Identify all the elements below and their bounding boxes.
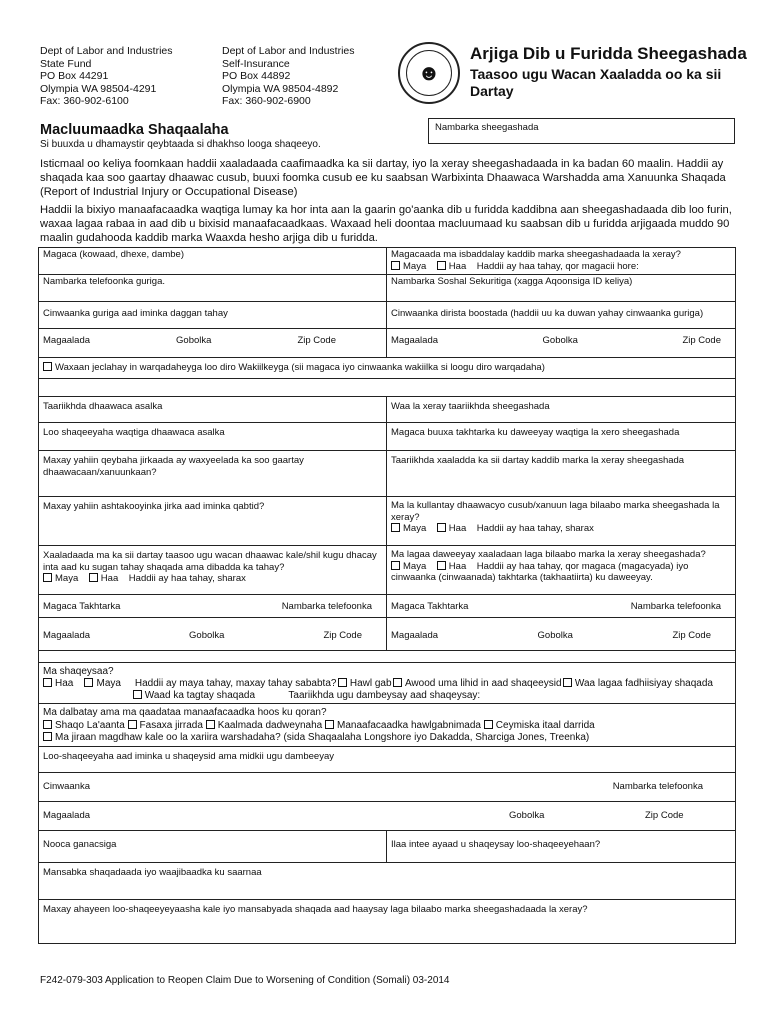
- doctor-name-label: Magaca Takhtarka: [391, 601, 469, 612]
- doctor-city-right[interactable]: [386, 617, 736, 651]
- state-label: Gobolka: [542, 335, 578, 346]
- employment-length-field[interactable]: [386, 830, 736, 863]
- treated-no-checkbox[interactable]: [391, 561, 400, 570]
- home-phone-field[interactable]: [38, 274, 387, 302]
- working-yes-checkbox[interactable]: [43, 678, 52, 687]
- section-heading: Macluumaadka Shaqaalaha: [40, 122, 229, 138]
- disability-insurance-checkbox[interactable]: [484, 720, 493, 729]
- fired-label-inline: Waa lagaa fadhiisiyay shaqada: [574, 678, 713, 689]
- city-label: Magaalada: [43, 335, 91, 346]
- state-label: Gobolka: [509, 810, 545, 821]
- representative-checkbox[interactable]: [43, 362, 52, 371]
- intro-paragraph-1: Isticmaal oo keliya foomkaan haddii xaaladaada caafimaadka ka sii dartay, iyo la xeray sheegashadaada in ka badan 60 maalin. Haddii ay shaqada kaa soo gaartay dhaawac cusub, buuxi foomka cusub ee ku saabsan Warbixinta Dhaawaca Warshadda ama Xanuunka Shaqada (Report of Industrial Injury or Occupational Disease): [40, 158, 726, 198]
- name-change-yes-checkbox[interactable]: [437, 261, 446, 270]
- body-parts-field[interactable]: [38, 450, 387, 497]
- employer-phone-label: Nambarka telefoonka: [612, 781, 703, 792]
- ssn-field[interactable]: [386, 274, 736, 302]
- working-no-checkbox[interactable]: [84, 678, 93, 687]
- state-fund-address: [40, 45, 173, 108]
- city-label: Magaalada: [43, 810, 91, 821]
- not-released-label: Awood uma lihid in aad shaqeeysid: [404, 678, 562, 689]
- treated-since-field: [386, 545, 736, 595]
- current-employer-label: Loo-shaqeeyaha aad iminka u shaqeysid ama midkii ugu dambeeyay: [43, 751, 334, 762]
- name-change-field: [386, 247, 736, 275]
- state-label: Gobolka: [176, 335, 212, 346]
- no-label: Maya: [403, 560, 427, 572]
- benefit-label: Kaalmada dadweynaha: [217, 719, 323, 731]
- city-label: Magaalada: [391, 630, 439, 641]
- address-line: PO Box 44291: [40, 70, 109, 82]
- home-address-label: Cinwaanka guriga aad iminka daggan tahay: [43, 308, 228, 319]
- state-seal-icon: ☻: [398, 42, 460, 104]
- job-title-label: Mansabka shaqadaada iyo waajibaadka ku saarnaa: [43, 867, 262, 878]
- intro-paragraph-2: Haddii la bixiyo manaafacaadka waqtiga lumay ka hor inta aan la gaarin go'aanka dib u furidda kaddibna aan sheegashadaada dib loo furin, waxaa lagaa rabaa in aad dib u bixisid manaafacaadkaas. Waxaad heli doontaa macluumaad ku saabsan dib u furidda arjigaada muddo 90 maalin gudahooda kaddib marka Waaxda hesho arjiga dib u furidda.: [40, 204, 732, 244]
- home-phone-label: Nambarka telefoonka guriga.: [43, 276, 165, 287]
- yes-label: Haa: [448, 560, 467, 572]
- benefits-question: Ma dalbatay ama ma qaadataa manaafacaadka hoos ku qoran?: [43, 707, 327, 718]
- fired-checkbox[interactable]: [563, 678, 572, 687]
- new-injury-yes-checkbox[interactable]: [437, 523, 446, 532]
- body-parts-label: Maxay yahiin qeybaha jirkaada ay waxyeelada ka soo gaartay dhaawacaan/xanuunkaan?: [43, 455, 304, 478]
- home-city-state-zip[interactable]: [38, 328, 387, 358]
- address-label: Cinwaanka: [43, 781, 90, 792]
- other-accident-field: [38, 545, 387, 595]
- claim-close-date-label: Waa la xeray taariikhda sheegashada: [391, 401, 550, 412]
- quit-checkbox[interactable]: [133, 690, 142, 699]
- other-employers-label: Maxay ahayeen loo-shaqeeyeyaasha kale iyo mansabyada shaqada aad haaysay laga bilaabo marka sheegashadaada la xeray?: [43, 904, 588, 915]
- claim-number-field[interactable]: [428, 118, 735, 144]
- not-released-checkbox[interactable]: [393, 678, 402, 687]
- explain-label: Haddii ay haa tahay, sharax: [128, 573, 246, 584]
- doctor-city-left[interactable]: [38, 617, 387, 651]
- spacer: [38, 378, 736, 397]
- doctor-row-right[interactable]: [386, 594, 736, 618]
- form-title: Arjiga Dib u Furidda Sheegashada: [470, 44, 747, 63]
- original-employer-label: Loo shaqeeyaha waqtiga dhaawaca asalka: [43, 427, 225, 438]
- explain-label: Haddii ay haa tahay, sharax: [476, 523, 594, 534]
- new-injury-question: Ma la kullantay dhaawacyo cusub/xanuun laga bilaabo marka sheegashada la xeray?: [391, 500, 720, 523]
- doctor-phone-label: Nambarka telefoonka: [281, 601, 372, 612]
- state-label: Gobolka: [189, 630, 225, 641]
- address-line: PO Box 44892: [222, 70, 291, 82]
- other-accident-question: Xaaladaada ma ka sii dartay taasoo ugu wacan dhaawac kale/shil kugu dhacay inta aad ku sugan tahay shaqada ama dibadda ka tahay?: [43, 550, 377, 573]
- treated-question: Ma lagaa daweeyay xaaladaan laga bilaabo marka la xeray sheegashada?: [391, 549, 706, 560]
- quit-label: Waad ka tagtay shaqada: [144, 690, 256, 701]
- name-change-no-checkbox[interactable]: [391, 261, 400, 270]
- no-label: Maya: [403, 260, 427, 272]
- laid-off-label: Hawl gab: [349, 678, 392, 689]
- self-insurance-address: [222, 45, 355, 108]
- business-type-field[interactable]: [38, 830, 387, 863]
- name-change-question: Magacaada ma isbaddalay kaddib marka sheegashadaada la xeray?: [391, 249, 681, 260]
- section-subheading: Si buuxda u dhamaystir qeybtaada si dhakhso looga shaqeeyo.: [40, 139, 321, 150]
- working-status-row: [38, 662, 736, 704]
- city-label: Magaalada: [43, 630, 91, 641]
- name-field[interactable]: [38, 247, 387, 275]
- sick-leave-checkbox[interactable]: [128, 720, 137, 729]
- longshore-checkbox[interactable]: [43, 732, 52, 741]
- treating-doctor-field[interactable]: [386, 422, 736, 451]
- new-injury-field: [386, 496, 736, 546]
- representative-row: [38, 357, 736, 379]
- state-label: Gobolka: [537, 630, 573, 641]
- claim-number-label: Nambarka sheegashada: [435, 122, 539, 133]
- other-employers-field[interactable]: [38, 899, 736, 944]
- address-line: Fax: 360-902-6900: [222, 95, 311, 107]
- zip-label: Zip Code: [323, 630, 362, 641]
- injury-date-label: Taariikhda dhaawaca asalka: [43, 401, 163, 412]
- city-label: Magaalada: [391, 335, 439, 346]
- mailing-city-state-zip[interactable]: [386, 328, 736, 358]
- address-line: Fax: 360-902-6100: [40, 95, 129, 107]
- public-assistance-checkbox[interactable]: [206, 720, 215, 729]
- address-line: Dept of Labor and Industries: [222, 45, 355, 57]
- doctor-phone-label: Nambarka telefoonka: [630, 601, 721, 612]
- unemployment-checkbox[interactable]: [43, 720, 52, 729]
- yes-label: Haa: [448, 260, 467, 272]
- form-subtitle: Taasoo ugu Wacan Xaaladda oo ka sii Dartay: [470, 66, 722, 99]
- symptoms-label: Maxay yahiin ashtakooyinka jirka aad iminka qabtid?: [43, 501, 265, 512]
- benefit-label: Shaqo La'aanta: [55, 719, 125, 731]
- zip-label: Zip Code: [672, 630, 711, 641]
- previous-name-label: Haddii ay haa tahay, qor magacii hore:: [476, 260, 639, 272]
- other-accident-no-checkbox[interactable]: [43, 573, 52, 582]
- zip-label: Zip Code: [682, 335, 721, 346]
- worker-form: [38, 247, 736, 944]
- symptoms-field[interactable]: [38, 496, 387, 546]
- address-line: State Fund: [40, 57, 92, 70]
- other-accident-yes-checkbox[interactable]: [89, 573, 98, 582]
- no-label: Maya: [96, 678, 121, 689]
- not-working-reason-label: Haddii ay maya tahay, maxay tahay sababta?: [134, 678, 337, 689]
- treated-yes-checkbox[interactable]: [437, 561, 446, 570]
- doctor-name-label: Magaca Takhtarka: [43, 601, 121, 612]
- benefits-row: [38, 703, 736, 747]
- no-label: Maya: [55, 573, 79, 584]
- zip-label: Zip Code: [645, 810, 684, 821]
- doctor-list-label: Haddii ay haa tahay, qor magaca (magacyada) iyo cinwaanka (cinwaanada) takhtarka (takhaatiirta) ku daweeyay.: [391, 560, 689, 583]
- working-question: Ma shaqeysaa?: [43, 666, 114, 677]
- doctor-row-left[interactable]: [38, 594, 387, 618]
- original-employer-field[interactable]: [38, 422, 387, 451]
- last-work-date-label: Taariikhda ugu dambeysay aad shaqeysay:: [288, 690, 481, 701]
- benefit-label: Fasaxa jirrada: [139, 719, 203, 731]
- representative-label: Waxaan jeclahay in warqadaheyga loo diro Wakiilkeyga (sii magaca iyo cinwaanka wakiilka si loogu diro warqadaha): [55, 362, 545, 373]
- treating-doctor-label: Magaca buuxa takhtarka ku daweeyay waqtiga la xero sheegashada: [391, 427, 680, 438]
- yes-label: Haa: [448, 523, 467, 534]
- yes-label: Haa: [55, 678, 74, 689]
- yes-label: Haa: [100, 573, 119, 584]
- mailing-address-label: Cinwaanka dirista boostada (haddii uu ka duwan yahay cinwaanka guriga): [391, 308, 704, 319]
- injury-date-field[interactable]: [38, 396, 387, 423]
- employer-city-field[interactable]: [38, 801, 736, 831]
- address-line: Self-Insurance: [222, 57, 290, 70]
- laid-off-checkbox[interactable]: [338, 678, 347, 687]
- job-title-field[interactable]: [38, 862, 736, 900]
- address-line: Dept of Labor and Industries: [40, 45, 173, 57]
- new-injury-no-checkbox[interactable]: [391, 523, 400, 532]
- current-employer-field[interactable]: [38, 746, 736, 773]
- form-footer: F242-079-303 Application to Reopen Claim Due to Worsening of Condition (Somali) 03-2014: [40, 975, 450, 986]
- worsened-date-label: Taariikhda xaaladda ka sii dartay kaddib marka la xeray sheegashada: [391, 455, 685, 466]
- name-label: Magaca (kowaad, dhexe, dambe): [43, 249, 184, 260]
- benefit-label: Ceymiska itaal darrida: [495, 719, 595, 731]
- no-label: Maya: [403, 523, 427, 534]
- ssn-label: Nambarka Soshal Sekuritiga (xagga Aqoonsiga ID keliya): [391, 276, 633, 287]
- worsened-date-field[interactable]: [386, 450, 736, 497]
- claim-close-date-field[interactable]: [386, 396, 736, 423]
- employer-address-field[interactable]: [38, 772, 736, 802]
- retirement-checkbox[interactable]: [325, 720, 334, 729]
- address-line: Olympia WA 98504-4892: [222, 82, 339, 95]
- longshore-label: Ma jiraan magdhaw kale oo la xariira warshadaha? (sida Shaqaalaha Longshore iyo Dakadda, Sharciga Jones, Treenka): [55, 732, 590, 743]
- business-type-label: Nooca ganacsiga: [43, 839, 117, 850]
- mailing-address-field[interactable]: [386, 301, 736, 329]
- zip-label: Zip Code: [297, 335, 336, 346]
- benefit-label: Manaafacaadka hawlgabnimada: [337, 719, 481, 731]
- employment-length-label: Ilaa intee ayaad u shaqeysay loo-shaqeeyehaan?: [391, 839, 601, 850]
- address-line: Olympia WA 98504-4291: [40, 82, 157, 95]
- home-address-field[interactable]: [38, 301, 387, 329]
